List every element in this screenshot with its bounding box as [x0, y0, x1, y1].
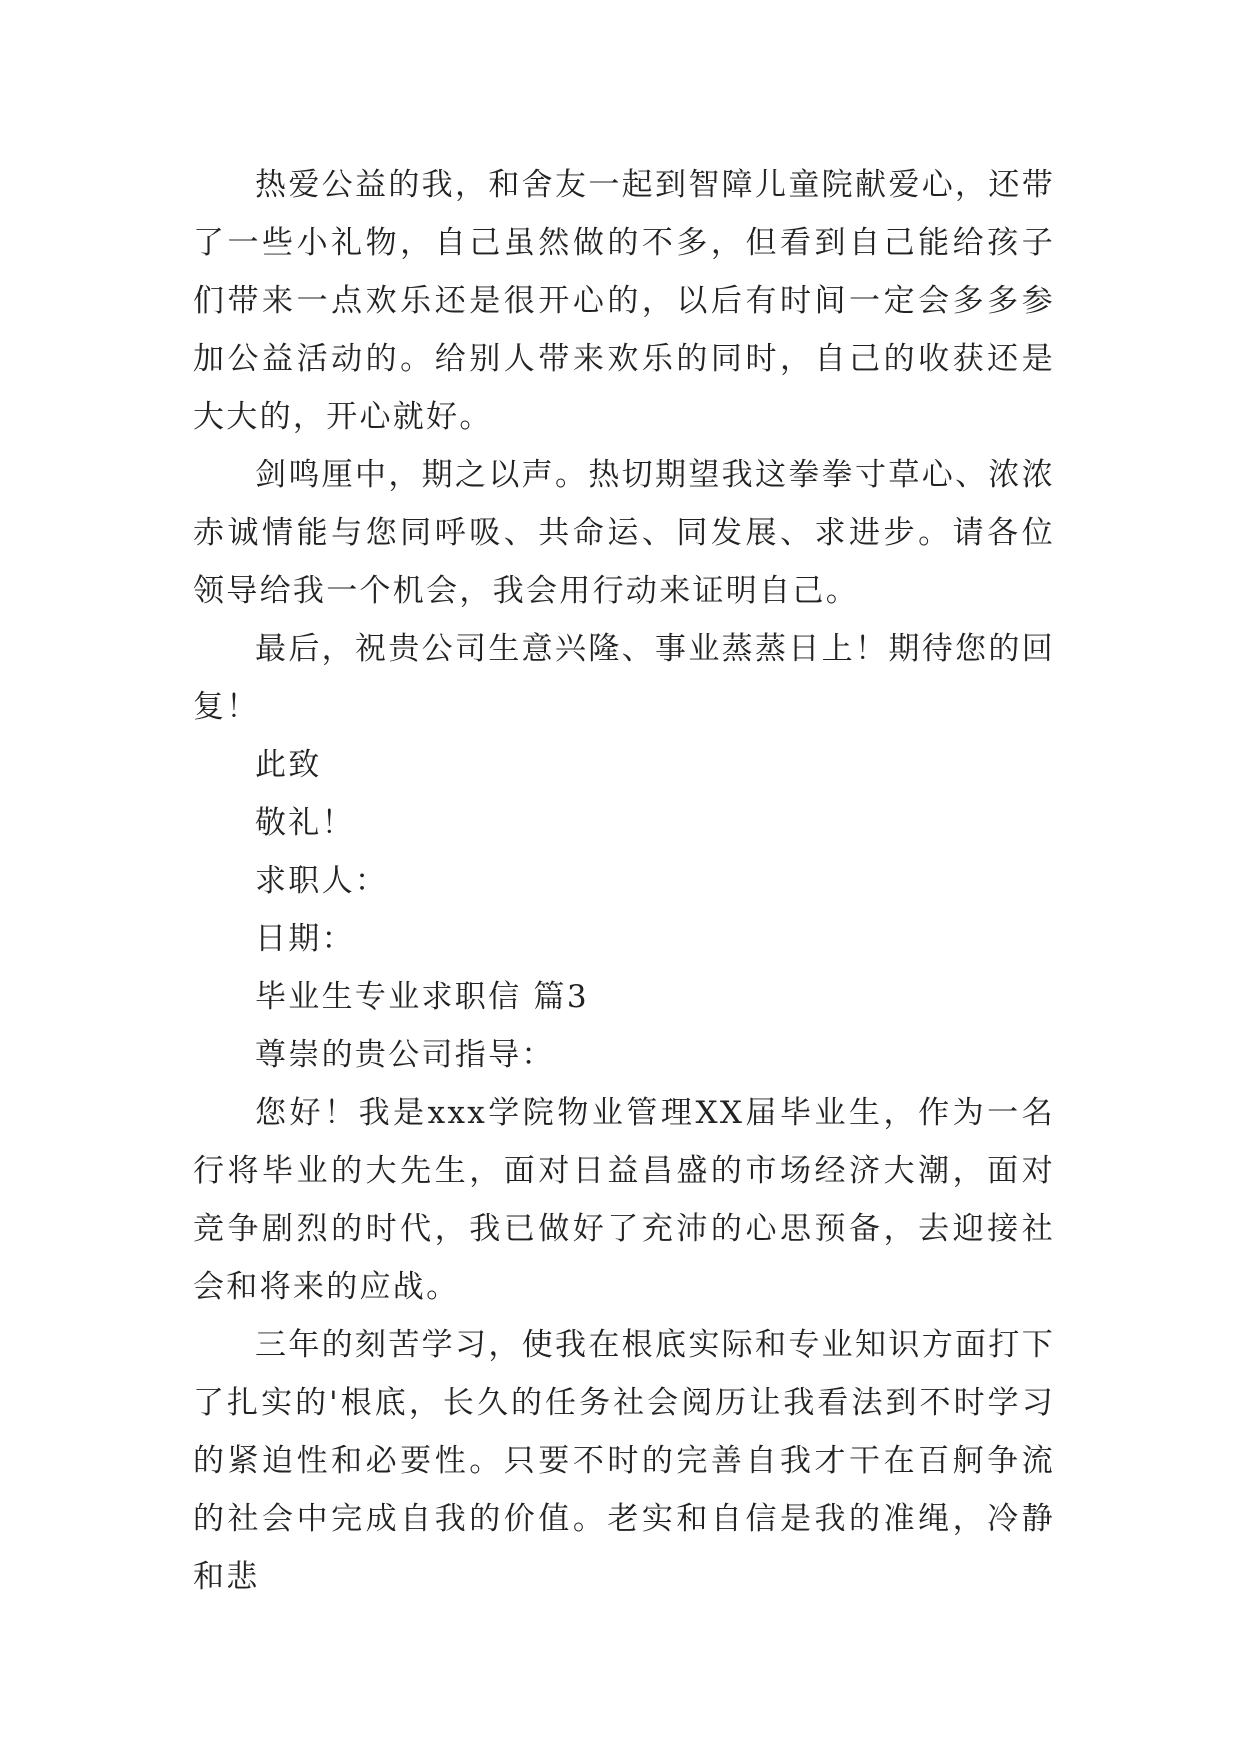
- section-heading: 毕业生专业求职信 篇3: [255, 979, 589, 1015]
- paragraph-study: 三年的刻苦学习，使我在根底实际和专业知识方面打下了扎实的'根底，长久的任务社会阅历让我看法到不时学习的紧迫性和必要性。只要不时的完善自我才干在百舸争流的社会中完成自我的价值。老实和自信是我的准绳，冷静和悲: [193, 1327, 1055, 1595]
- applicant-label: 求职人：: [255, 863, 389, 899]
- closing-regards: 敬礼！: [255, 805, 355, 841]
- date-label: 日期：: [255, 921, 355, 957]
- paragraph-charity: 热爱公益的我，和舍友一起到智障儿童院献爱心，还带了一些小礼物，自己虽然做的不多，但看到自己能给孩子们带来一点欢乐还是很开心的，以后有时间一定会多多参加公益活动的。给别人带来欢乐的同时，自己的收获还是大大的，开心就好。: [193, 167, 1055, 435]
- paragraph-introduction: 您好！我是xxx学院物业管理XX届毕业生，作为一名行将毕业的大先生，面对日益昌盛的市场经济大潮，面对竞争剧烈的时代，我已做好了充沛的心思预备，去迎接社会和将来的应战。: [193, 1095, 1055, 1305]
- closing-salutation: 此致: [255, 747, 322, 783]
- greeting: 尊崇的贵公司指导：: [255, 1037, 555, 1073]
- paragraph-wishes: 最后，祝贵公司生意兴隆、事业蒸蒸日上！期待您的回复！: [193, 631, 1055, 725]
- letter-body: [193, 156, 1055, 1606]
- paragraph-aspiration: 剑鸣厘中，期之以声。热切期望我这拳拳寸草心、浓浓赤诚情能与您同呼吸、共命运、同发展、求进步。请各位领导给我一个机会，我会用行动来证明自己。: [193, 457, 1055, 609]
